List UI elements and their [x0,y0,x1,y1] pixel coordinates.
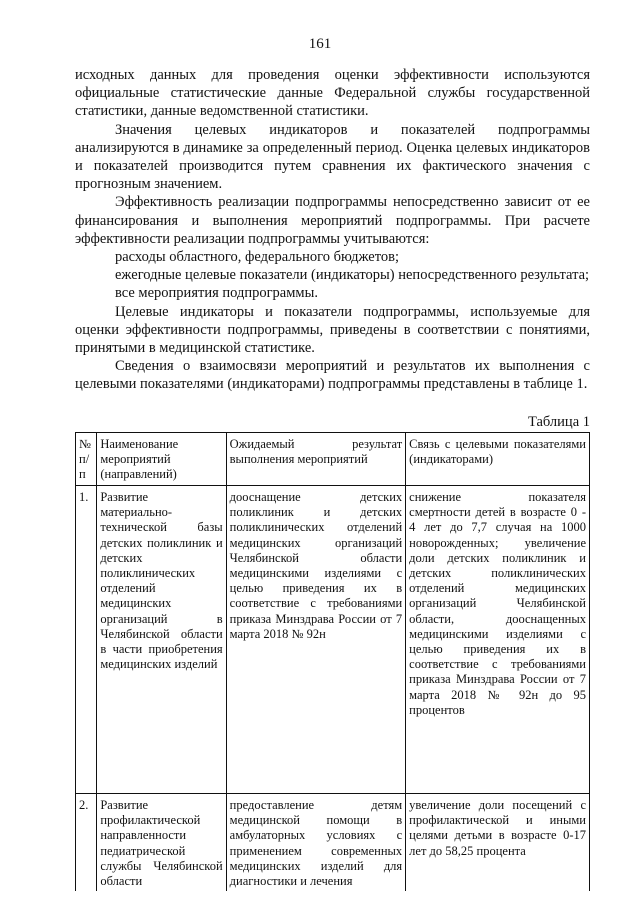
table-header-row [76,433,590,486]
paragraph: Эффективность реализации подпрограммы непосредственно зависит от ее финансирования и выполнения мероприятий подпрограммы. При расчете эффективности реализации подпрограммы учитываются: [75,194,590,247]
paragraph: все мероприятия подпрограммы. [115,285,318,302]
table-cell: Развитие материально-технической базы детских поликлиник и детских поликлинических отделений медицинских организаций в Челябинской области в части приобретения медицинских изделий [97,486,226,794]
header-cell-measures: Наименование мероприятий (направлений) [97,433,226,486]
table-cell: увеличение доли посещений с профилактической и иными целями детьми в возрасте 0-17 лет до 58,25 процента [406,794,590,892]
table-cell: предоставление детям медицинской помощи в амбулаторных условиях с применением современных медицинских изделий для диагностики и лечения [226,794,406,892]
page-number: 161 [308,36,332,52]
table-row [76,486,590,794]
body-text [75,66,590,394]
table-label: Таблица 1 [527,414,590,430]
paragraph: расходы областного, федерального бюджетов; [115,249,399,266]
table-cell: снижение показателя смертности детей в возрасте 0 - 4 лет до 7,7 случая на 1000 новорожденных; увеличение доли детских поликлиник и детских поликлинических отделений медицинских организаций Челябинской области, дооснащенных медицинскими изделиями с целью приведения их в соответствие с требованиями приказа Минздрава России от 7 марта 2018 № 92н до 95 процентов [406,486,590,794]
table-cell: дооснащение детских поликлиник и детских поликлинических отделений медицинских организаций Челябинской области медицинскими изделиями с целью приведения их в соответствие с требованиями приказа Минздрава России от 7 марта 2018 № 92н [226,486,406,794]
header-cell-indicators-link: Связь с целевыми показателями (индикаторами) [406,433,590,486]
measures-table [75,432,590,891]
paragraph: Сведения о взаимосвязи мероприятий и результатов их выполнения с целевыми показателями (индикаторами) подпрограммы представлены в таблице 1. [75,358,590,393]
table-cell: 1. [76,486,97,794]
table-cell: Развитие профилактической направленности педиатрической службы Челябинской области [97,794,226,892]
table-row [76,794,590,892]
header-cell-expected-result: Ожидаемый результат выполнения мероприятий [226,433,406,486]
header-cell-number: № п/п [76,433,97,486]
paragraph: Целевые индикаторы и показатели подпрограммы, используемые для оценки эффективности подпрограммы, приведены в соответствии с понятиями, принятыми в медицинской статистике. [75,303,590,357]
paragraph: ежегодные целевые показатели (индикаторы) непосредственного результата; [115,267,590,284]
paragraph: Значения целевых индикаторов и показателей подпрограммы анализируются в динамике за определенный период. Оценка целевых индикаторов и показателей производится путем сравнения их фактического значения с прогнозным значением. [75,121,590,193]
table-cell: 2. [76,794,97,892]
paragraph: исходных данных для проведения оценки эффективности используются официальные статистические данные Федеральной службы государственной статистики, данные ведомственной статистики. [75,67,590,120]
